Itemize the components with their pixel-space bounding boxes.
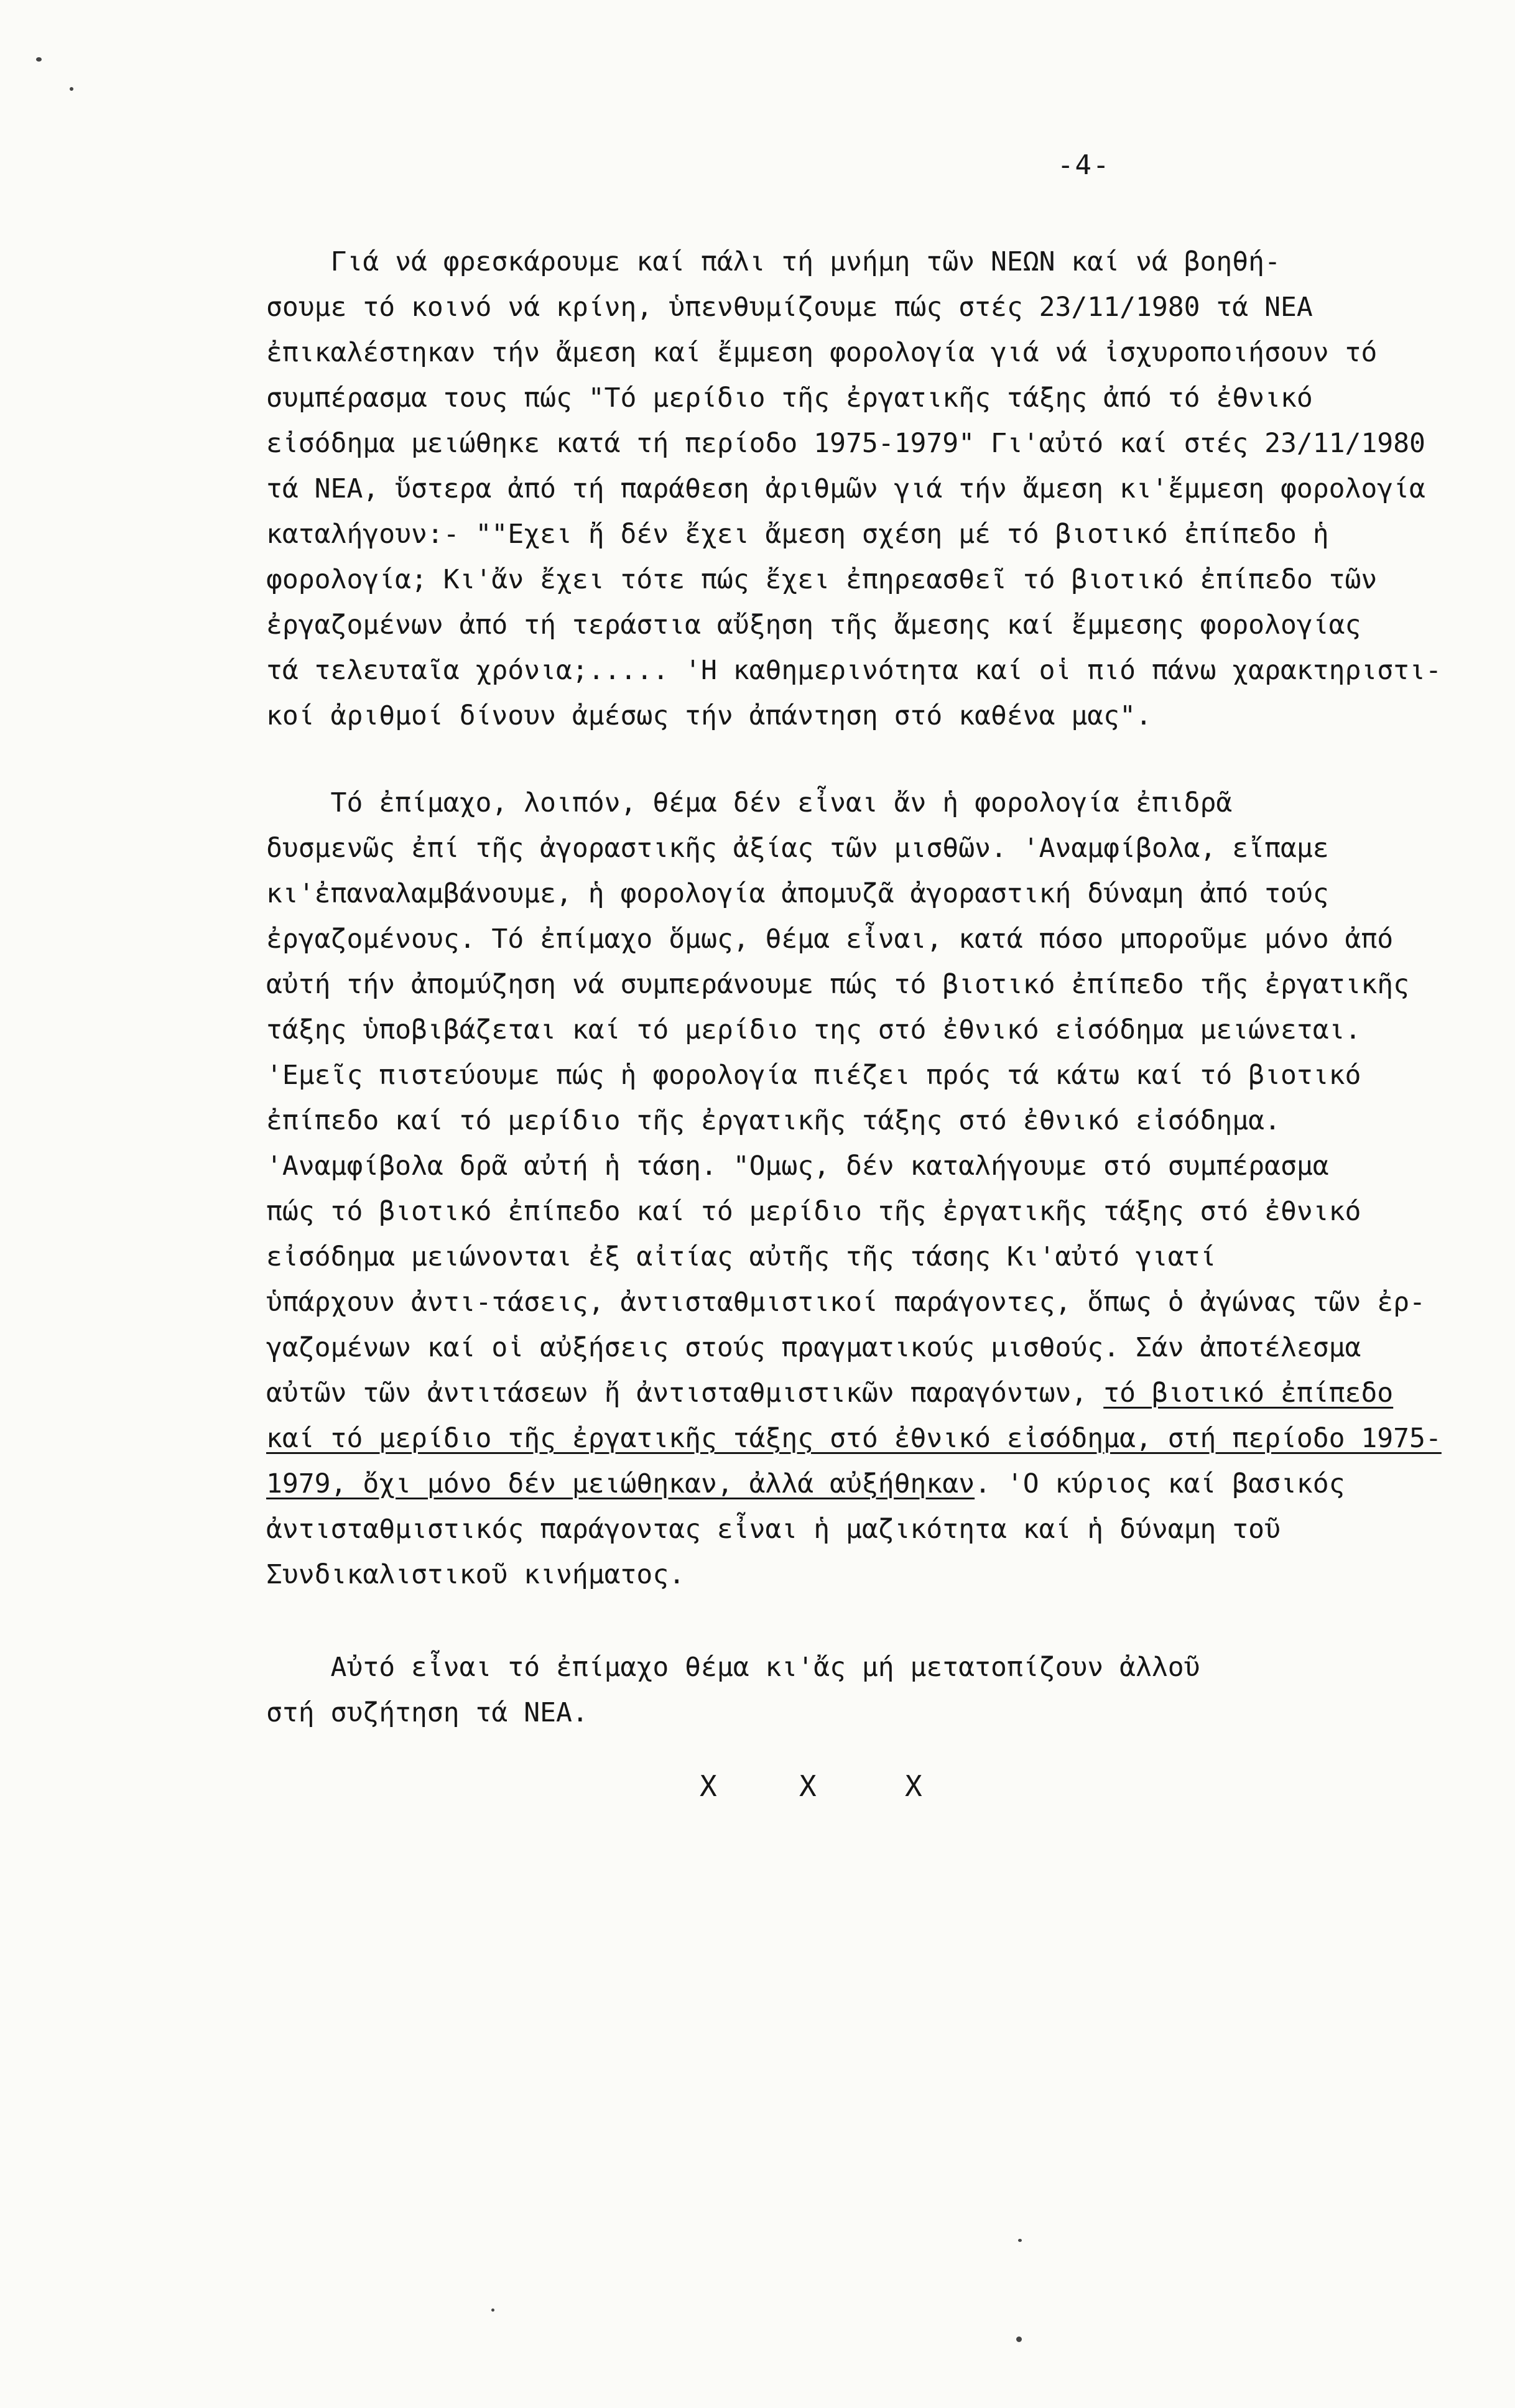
text-line-underlined-3 <box>266 1461 1411 1507</box>
scan-speck <box>1018 2239 1022 2242</box>
text-line: εἰσόδημα μειώθηκε κατά τή περίοδο 1975-1979" Γι'αὐτό καί στές 23/11/1980 <box>266 428 1425 459</box>
text-line: καταλήγουν:- ""Εχει ἤ δέν ἔχει ἄμεση σχέση μέ τό βιοτικό ἐπίπεδο ἡ <box>266 519 1329 550</box>
text-line: ἀντισταθμιστικός παράγοντας εἶναι ἡ μαζικότητα καί ἡ δύναμη τοῦ <box>266 1514 1281 1545</box>
scan-speck <box>36 57 42 62</box>
text-line: στή συζήτηση τά ΝΕΑ. <box>266 1697 588 1728</box>
paragraph-1 <box>266 239 1442 739</box>
text-line: κι'ἐπαναλαμβάνουμε, ἡ φορολογία ἀπομυζᾶ ἀγοραστική δύναμη ἀπό τούς <box>266 878 1329 909</box>
underlined-text: καί τό μερίδιο τῆς ἐργατικῆς τάξης στό ἐθνικό εἰσόδημα, στή περίοδο 1975- <box>266 1423 1442 1454</box>
scan-speck <box>491 2308 494 2312</box>
text-line: Γιά νά φρεσκάρουμε καί πάλι τή μνήμη τῶν ΝΕΩΝ καί νά βοηθή- <box>266 246 1281 277</box>
scan-speck <box>70 87 73 91</box>
text-line: συμπέρασμα τους πώς "Τό μερίδιο τῆς ἐργατικῆς τάξης ἀπό τό ἐθνικό <box>266 382 1313 414</box>
separator-mark: X <box>799 1769 817 1803</box>
paragraph-3 <box>266 1645 1411 1736</box>
page-number: -4- <box>1057 149 1111 181</box>
text-line: φορολογία; Κι'ἄν ἔχει τότε πώς ἔχει ἐπηρεασθεῖ τό βιοτικό ἐπίπεδο τῶν <box>266 564 1378 595</box>
text-line: σουμε τό κοινό νά κρίνη, ὑπενθυμίζουμε πώς στές 23/11/1980 τά ΝΕΑ <box>266 292 1313 323</box>
text-line-underlined-2 <box>266 1416 1442 1461</box>
text-line: κοί ἀριθμοί δίνουν ἀμέσως τήν ἀπάντηση στό καθένα μας". <box>266 700 1152 731</box>
text-segment: αὐτῶν τῶν ἀντιτάσεων ἤ ἀντισταθμιστικῶν παραγόντων, <box>266 1378 1104 1409</box>
separator-mark: X <box>905 1769 922 1803</box>
text-line: ὑπάρχουν ἀντι-τάσεις, ἀντισταθμιστικοί παράγοντες, ὅπως ὁ ἀγώνας τῶν ἐρ- <box>266 1287 1425 1318</box>
text-line: Αὐτό εἶναι τό ἐπίμαχο θέμα κι'ἄς μή μετατοπίζουν ἀλλοῦ <box>266 1652 1200 1683</box>
text-line: αὐτή τήν ἀπομύζηση νά συμπεράνουμε πώς τό βιοτικό ἐπίπεδο τῆς ἐργατικῆς <box>266 969 1410 1000</box>
text-line: Συνδικαλιστικοῦ κινήματος. <box>266 1559 685 1590</box>
text-line: εἰσόδημα μειώνονται ἐξ αἰτίας αὐτῆς τῆς τάσης Κι'αὐτό γιατί <box>266 1241 1216 1272</box>
paragraph-2 <box>266 780 1442 1598</box>
scan-speck <box>1016 2336 1022 2342</box>
text-line: 'Αναμφίβολα δρᾶ αὐτή ἡ τάση. "Ομως, δέν καταλήγουμε στό συμπέρασμα <box>266 1151 1329 1182</box>
text-segment: . 'Ο κύριος καί βασικός <box>975 1468 1345 1499</box>
text-line: τά τελευταῖα χρόνια;..... 'Η καθημερινότητα καί οἱ πιό πάνω χαρακτηριστι- <box>266 655 1442 686</box>
underlined-text: τό βιοτικό ἐπίπεδο <box>1103 1378 1394 1409</box>
text-line: τά ΝΕΑ, ὕστερα ἀπό τή παράθεση ἀριθμῶν γιά τήν ἄμεση κι'ἔμμεση φορολογία <box>266 473 1425 504</box>
text-line: τάξης ὑποβιβάζεται καί τό μερίδιο της στό ἐθνικό εἰσόδημα μειώνεται. <box>266 1014 1361 1045</box>
text-line: ἐπικαλέστηκαν τήν ἄμεση καί ἔμμεση φορολογία γιά νά ἰσχυροποιήσουν τό <box>266 337 1378 368</box>
text-line: Τό ἐπίμαχο, λοιπόν, θέμα δέν εἶναι ἄν ἡ φορολογία ἐπιδρᾶ <box>266 787 1233 818</box>
underlined-text: 1979, ὄχι μόνο δέν μειώθηκαν, ἀλλά αὐξήθηκαν <box>266 1468 975 1499</box>
text-line-underlined-1 <box>266 1371 1411 1416</box>
text-line: ἐργαζομένων ἀπό τή τεράστια αὔξηση τῆς ἄμεσης καί ἔμμεσης φορολογίας <box>266 609 1361 641</box>
text-line: πώς τό βιοτικό ἐπίπεδο καί τό μερίδιο τῆς ἐργατικῆς τάξης στό ἐθνικό <box>266 1196 1361 1227</box>
separator-mark: X <box>700 1769 717 1803</box>
text-line: 'Εμεῖς πιστεύουμε πώς ἡ φορολογία πιέζει πρός τά κάτω καί τό βιοτικό <box>266 1060 1361 1091</box>
text-line: ἐργαζομένους. Τό ἐπίμαχο ὅμως, θέμα εἶναι, κατά πόσο μποροῦμε μόνο ἀπό <box>266 924 1394 955</box>
text-line: ἐπίπεδο καί τό μερίδιο τῆς ἐργατικῆς τάξης στό ἐθνικό εἰσόδημα. <box>266 1105 1281 1136</box>
text-line: γαζομένων καί οἱ αὐξήσεις στούς πραγματικούς μισθούς. Σάν ἀποτέλεσμα <box>266 1332 1361 1363</box>
text-line: δυσμενῶς ἐπί τῆς ἀγοραστικῆς ἀξίας τῶν μισθῶν. 'Αναμφίβολα, εἴπαμε <box>266 833 1329 864</box>
